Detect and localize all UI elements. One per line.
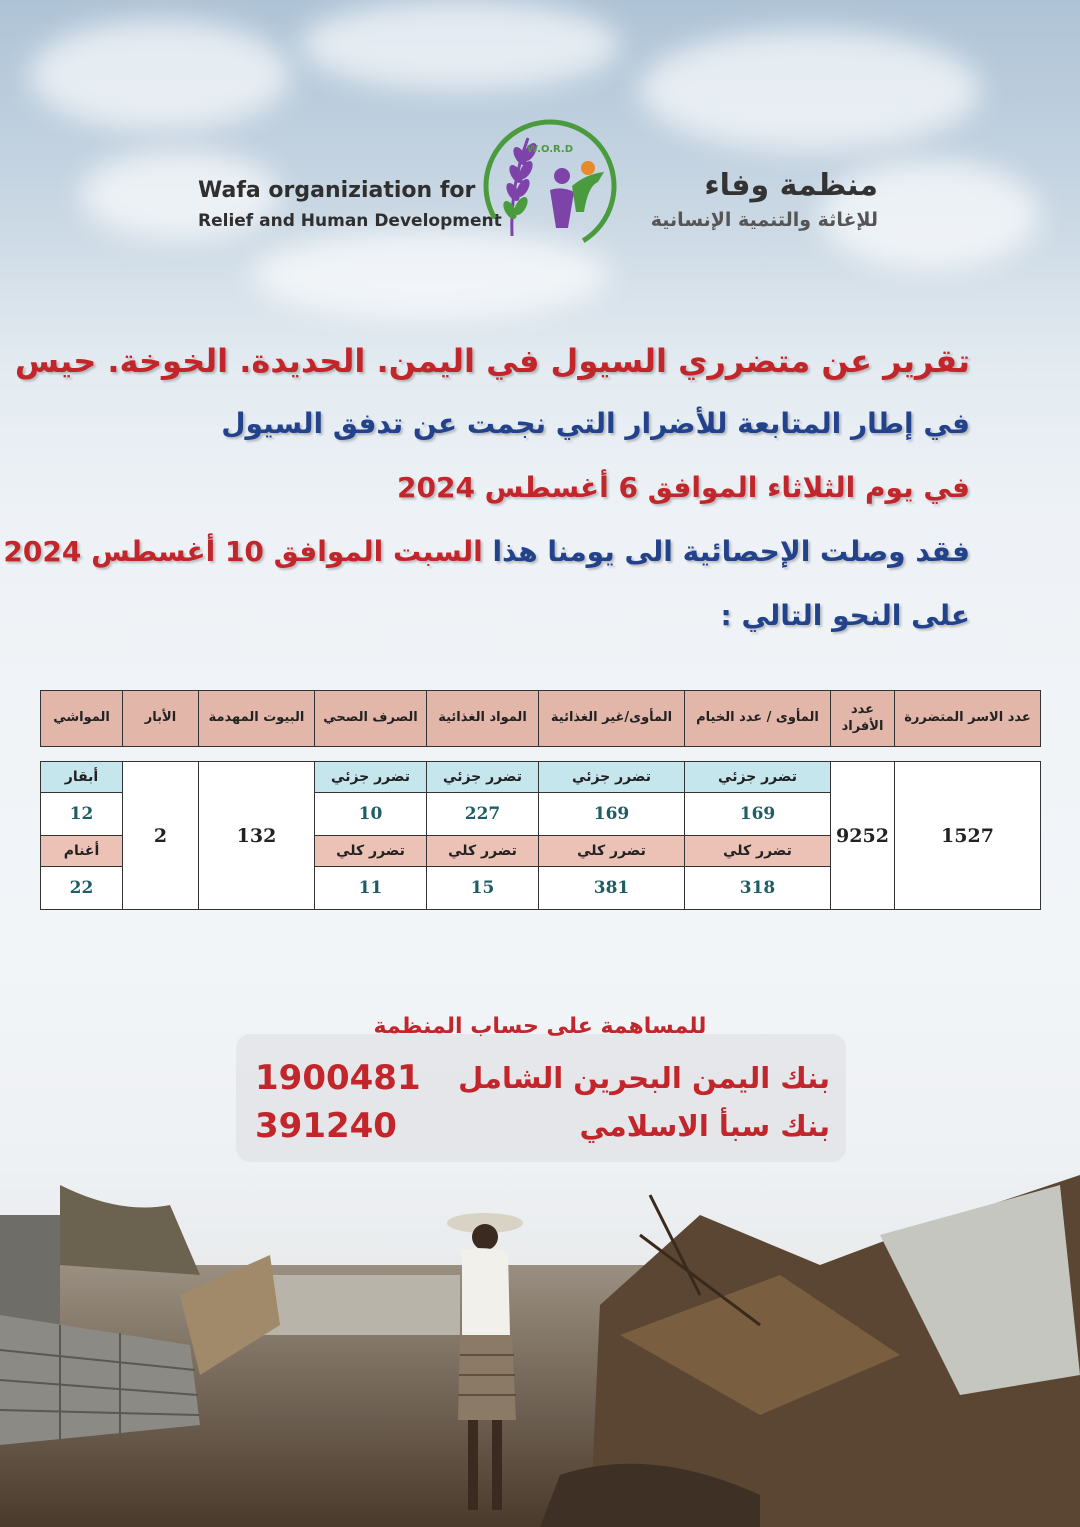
donation-heading: للمساهمة على حساب المنظمة: [373, 1014, 707, 1039]
bank1-name: بنك اليمن البحرين الشامل: [458, 1061, 830, 1095]
report-line-3-text: في يوم الثلاثاء الموافق 6 أغسطس 2024: [397, 471, 970, 504]
non-food-partial-value: 169: [539, 793, 685, 836]
sanitation-partial-label: تضرر جزئي: [315, 762, 427, 793]
report-line-4: [3, 520, 970, 584]
houses-value: 132: [199, 762, 315, 910]
food-partial-label: تضرر جزئي: [427, 762, 539, 793]
non-food-partial-label: تضرر جزئي: [539, 762, 685, 793]
org-name-ar-line1: منظمة وفاء: [704, 168, 878, 203]
non-food-total-label: تضرر كلي: [539, 836, 685, 867]
header-non-food: المأوى/غير الغذائية: [539, 691, 685, 747]
sanitation-total-label: تضرر كلي: [315, 836, 427, 867]
table-body: [40, 761, 1041, 910]
bank-row-1: [255, 1058, 830, 1098]
header-tents: المأوى / عدد الخيام: [685, 691, 831, 747]
report-line-4-part1: فقد وصلت الإحصائية الى يومنا هذا: [492, 535, 970, 568]
tents-total-label: تضرر كلي: [685, 836, 831, 867]
food-total-label: تضرر كلي: [427, 836, 539, 867]
report-line-3: [90, 456, 970, 520]
cloud: [30, 20, 290, 130]
sheep-value: 22: [41, 867, 123, 910]
non-food-total-value: 381: [539, 867, 685, 910]
food-total-value: 15: [427, 867, 539, 910]
bank-row-2: [255, 1106, 830, 1146]
flood-damage-photo: [0, 1175, 1080, 1527]
header-wells: الأبار: [123, 691, 199, 747]
sanitation-partial-value: 10: [315, 793, 427, 836]
individuals-value: 9252: [831, 762, 895, 910]
report-line-4-part2: السبت الموافق 10 أغسطس 2024: [3, 535, 483, 568]
table-header: [40, 690, 1041, 747]
report-line-5: على النحو التالي :: [720, 599, 970, 632]
report-title: تقرير عن متضرري السيول في اليمن. الحديدة. الخوخة. حيس: [14, 342, 970, 380]
food-partial-value: 227: [427, 793, 539, 836]
bank2-account: 391240: [255, 1106, 397, 1146]
org-name-en-line2: Relief and Human Development: [198, 211, 502, 231]
cattle-value: 12: [41, 793, 123, 836]
bank1-account: 1900481: [255, 1058, 421, 1098]
org-name-ar-line2: للإغاثة والتنمية الإنسانية: [650, 209, 878, 231]
tents-partial-value: 169: [685, 793, 831, 836]
report-text: [3, 330, 970, 648]
tents-total-value: 318: [685, 867, 831, 910]
cattle-label: أبقار: [41, 762, 123, 793]
cloud: [300, 0, 620, 90]
header-houses: البيوت المهدمة: [199, 691, 315, 747]
wells-value: 2: [123, 762, 199, 910]
families-value: 1527: [895, 762, 1041, 910]
header-livestock: المواشي: [41, 691, 123, 747]
org-name-arabic: [620, 168, 878, 231]
report-line-2: في إطار المتابعة للأضرار التي نجمت عن تدفق السيول: [221, 407, 970, 440]
header-families: عدد الاسر المتضررة: [895, 691, 1041, 747]
header-food: المواد الغذائية: [427, 691, 539, 747]
tents-partial-label: تضرر جزئي: [685, 762, 831, 793]
header-sanitation: الصرف الصحي: [315, 691, 427, 747]
bank2-name: بنك سبأ الاسلامي: [579, 1109, 830, 1143]
org-name-english: [198, 178, 502, 231]
header-individuals: عدد الأفراد: [831, 691, 895, 747]
organization-logo: [480, 116, 620, 256]
org-name-en-line1: Wafa organiziation for: [198, 178, 476, 203]
cloud: [640, 30, 980, 150]
logo-text: W.O.R.D: [526, 144, 574, 155]
sheep-label: أغنام: [41, 836, 123, 867]
sanitation-total-value: 11: [315, 867, 427, 910]
